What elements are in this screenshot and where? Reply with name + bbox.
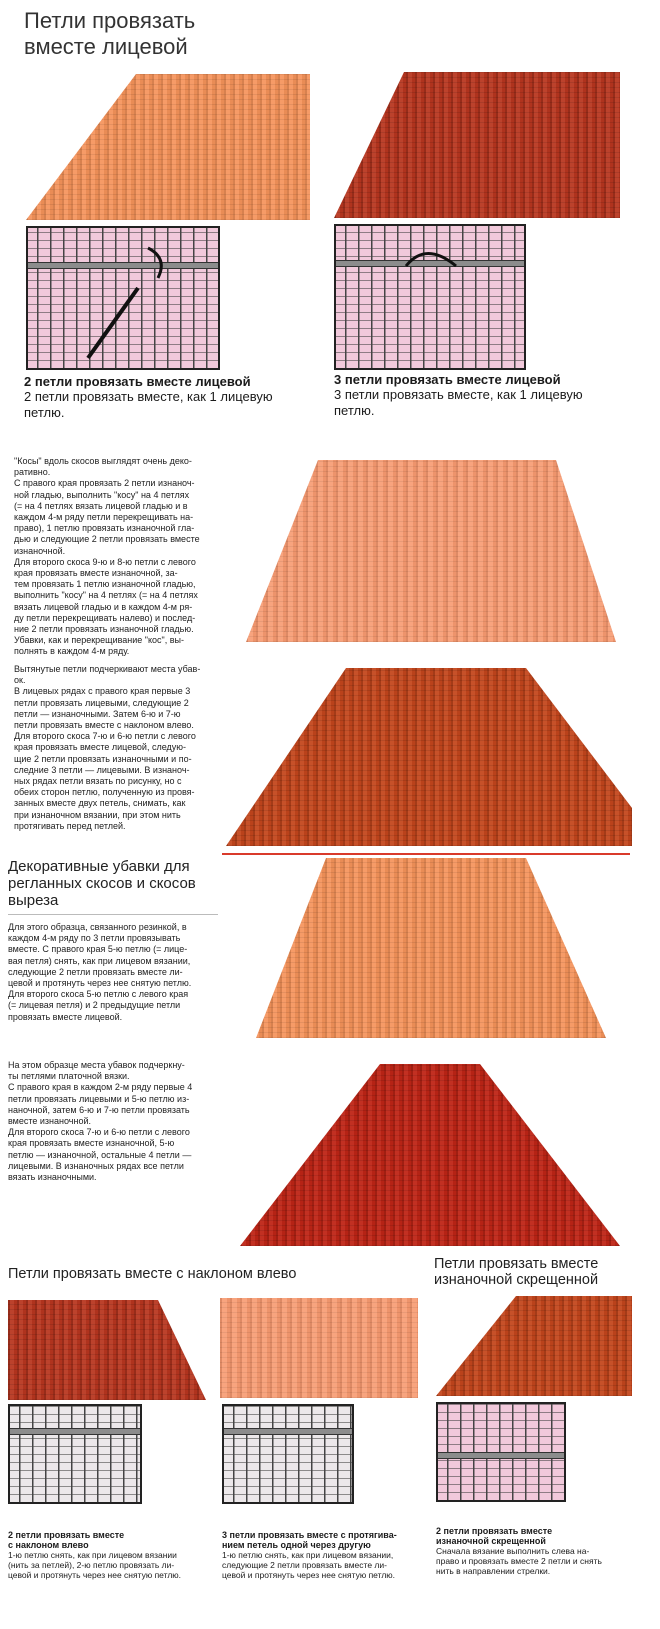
swatch-shape [240,1064,632,1246]
swatch-photo-3-pass [220,1298,418,1398]
swatch-shape [334,72,620,218]
dekor-title-line2: регланных скосов и скосов [8,875,196,892]
dekor-title [8,858,222,909]
caption-title-line1: 2 петли провязать вместе [8,1530,125,1540]
needle [10,1428,140,1435]
bottom-left-heading: Петли провязать вместе с наклоном влево [8,1266,297,1282]
swatch-photo-rezinka [226,858,632,1038]
arrow-icon [336,226,524,368]
dekor-title-line1: Декоративные убавки для [8,858,190,875]
bottom-right-heading-line2: изнаночной скрещенной [434,1272,599,1288]
swatch-shape [226,858,632,1038]
caption-3-together [334,372,634,419]
section-title [24,8,195,60]
bottom-right-heading [434,1256,598,1288]
arrow-icon [28,228,218,368]
caption-title-line2: нием петель одной через другую [222,1540,371,1550]
swatch-photo-3-together [334,72,620,218]
stitch-diagram-2-together [26,226,220,370]
swatch-photo-platochnaya [240,1064,632,1246]
swatch-shape [226,460,632,642]
caption-text: 1-ю петлю снять, как при лицевом вязании (нить за петлей), 2-ю петлю провязать ли- цевой и протянуть через нее снятую петлю. [8,1550,182,1581]
swatch-photo-vytyanutye [226,668,632,846]
swatch-shape [436,1296,632,1396]
needle [224,1428,352,1435]
caption-title-line2: изнаночной скрещенной [436,1536,546,1546]
caption-title-line1: 2 петли провязать вместе [436,1526,553,1536]
swatch-photo-purl-crossed [436,1296,632,1396]
text-vytyanutye: Вытянутые петли подчеркивают места убав- ок. В лицевых рядах с правого края первые 3 петли провязать лицевыми, следующие 2 петли — изнаночными. Затем 6-ю и 7-ю петли провязать вместе с наклоном влево. Для второго скоса 7-ю и 6-ю петли с левого края провязать вместе лицевой, следую- щие 2 петли провязать изнаночными и по- следние 3 петли — лицевыми. В изнаноч- ных рядах петли вязать по рисунку, но с обеих сторон петлю, полученную из провя- занных вместе двух петель, снимать, как при изнаночном вязании, при этом нить протягивать перед петлей. [14,664,201,831]
caption-title: 3 петли провязать вместе лицевой [334,372,561,387]
swatch-shape [26,74,310,220]
stitch-diagram-3-pass [222,1404,354,1504]
swatch-shape [8,1300,206,1400]
caption-title-line1: 3 петли провязать вместе с протягива- [222,1530,397,1540]
swatch-shape [226,668,632,846]
stitch-diagram-3-together [334,224,526,370]
caption-3-pass [222,1530,428,1581]
stitch-diagram-left-slant [8,1404,142,1504]
section-title-line1: Петли провязать [24,8,196,33]
caption-text: 1-ю петлю снять, как при лицевом вязании, следующие 2 петли провязать вместе ли- цевой и протянуть через нее снятую петлю. [222,1550,396,1581]
caption-text-line1: 2 петли провязать вместе, как 1 лицевую [24,389,273,404]
caption-text-line2: петлю. [24,405,65,420]
needle [438,1452,564,1459]
swatch-photo-kosy [226,460,632,642]
caption-text: Сначала вязание выполнить слева на- право и провязать вместе 2 петли и снять нить в направлении стрелки. [436,1546,602,1577]
caption-2-together [24,374,324,421]
dekor-title-line3: выреза [8,892,59,909]
stitch-diagram-purl-crossed [436,1402,566,1502]
swatch-photo-left-slant [8,1300,206,1400]
swatch-photo-2-together [26,74,310,220]
divider [8,914,218,915]
text-kosy: "Косы" вдоль скосов выглядят очень деко- ративно. С правого края провязать 2 петли изнаноч- ной гладью, выполнить "косу" на 4 петлях (= на 4 петлях вязать лицевой гладью и в каждом 4-м ряду петли перекрещивать на- право), 1 петлю провязать изнаночной гла- дью и следующие 2 петли провязать вместе изнаночной. Для второго скоса 9-ю и 8-ю петли с левого края провязать вместе изнаночной, за- тем провязать 1 петлю изнаночной гладью, выполнить "косу" на 4 петлях (= на 4 петлях вязать лицевой гладью и в каждом 4-м ря- ду петли перекрещивать налево) и послед- ние 2 петли провязать изнаночной гладью. Убавки, как и перекрещивание "кос", вы- полнять в каждом 4-м ряду. [14,456,200,657]
text-rezinka: Для этого образца, связанного резинкой, в каждом 4-м ряду по 3 петли провязывать вместе. С правого края 5-ю петлю (= лице- вая петля) снять, как при лицевом вязании, следующие 2 петли провязать вместе ли- цевой и протянуть через нее снятую петлю. Для второго скоса 5-ю петлю с левого края (= лицевая петля) и 2 предыдущие петли провязать вместе лицевой. [8,922,192,1022]
divider [222,853,630,855]
caption-purl-crossed [436,1526,640,1577]
text-platochnaya: На этом образце места убавок подчеркну- ты петлями платочной вязки. С правого края в каждом 2-м ряду первые 4 петли провязать лицевыми и 5-ю петлю из- наночной, затем 6-ю и 7-ю петли провязать вместе изнаночной. Для второго скоса 7-ю и 6-ю петли с левого края провязать вместе изнаночной, 5-ю петлю — изнаночной, остальные 4 петли — лицевыми. В изнаночных рядах все петли вязать изнаночными. [8,1060,193,1183]
caption-text-line2: петлю. [334,403,375,418]
caption-text-line1: 3 петли провязать вместе, как 1 лицевую [334,387,583,402]
caption-title: 2 петли провязать вместе лицевой [24,374,251,389]
caption-left-slant [8,1530,214,1581]
section-title-line2: вместе лицевой [24,34,188,59]
caption-title-line2: с наклоном влево [8,1540,89,1550]
bottom-right-heading-line1: Петли провязать вместе [434,1256,599,1272]
